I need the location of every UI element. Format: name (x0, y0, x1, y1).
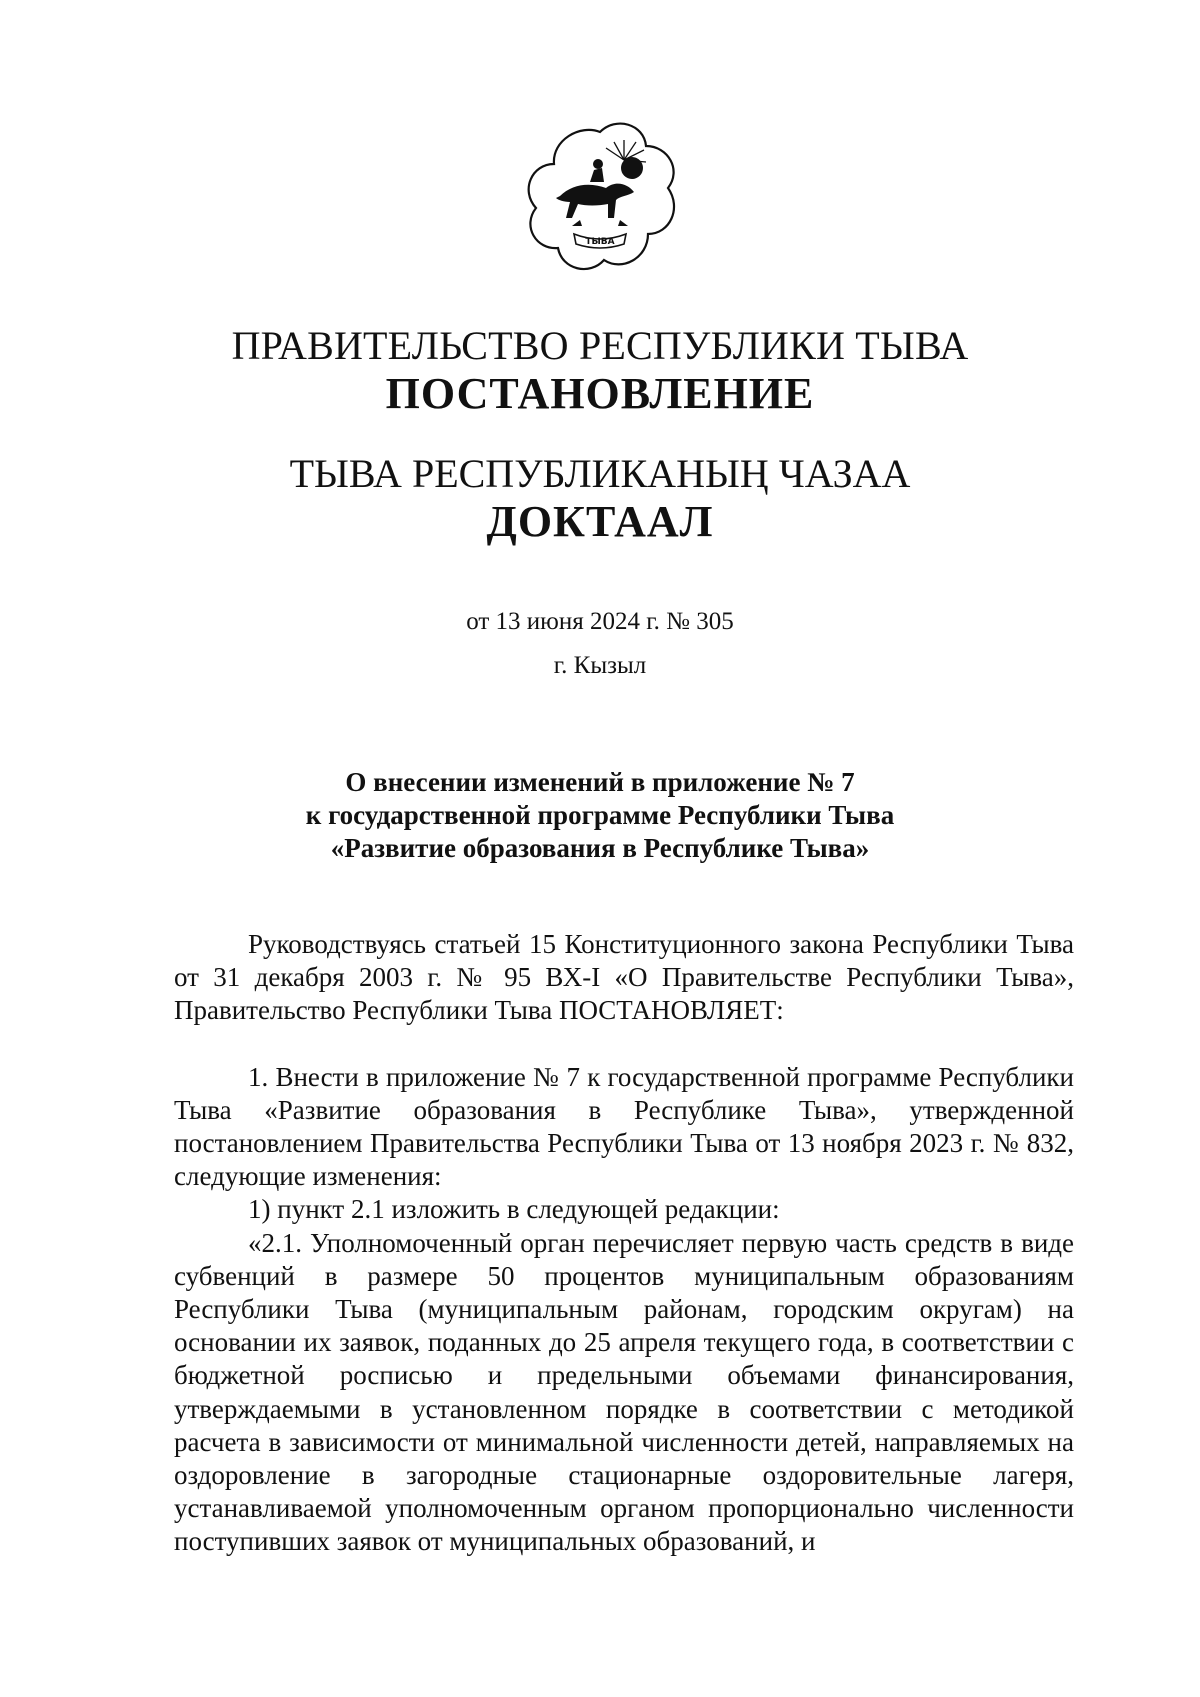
title-line-3: «Развитие образования в Республике Тыва» (330, 833, 870, 863)
act-type-tyv: ДОКТААЛ (486, 497, 714, 546)
act-type-ru: ПОСТАНОВЛЕНИЕ (385, 369, 815, 418)
title-line-1: О внесении изменений в приложение № 7 (345, 767, 855, 797)
clause-1-paragraph: 1. Внести в приложение № 7 к государственной программе Республики Тыва «Развитие образования в Республике Тыва», утвержденной постановлением Правительства Республики Тыва от 13 ноября 2023 г. № 832, следующие изменения: (174, 1061, 1074, 1192)
government-name-tyv: ТЫВА РЕСПУБЛИКАНЫҢ ЧАЗАА (289, 451, 911, 496)
point-2-1-paragraph: «2.1. Уполномоченный орган перечисляет первую часть средств в виде субвенций в размере 50 процентов муниципальным образованиям Республики Тыва (муниципальным районам, городским округам) на основании их заявок, поданных до 25 апреля текущего года, в соответствии с бюджетной росписью и предельными объемами финансирования, утверждаемыми в установленном порядке в соответствии с методикой расчета в зависимости от минимальной численности детей, направляемых на оздоровление в загородные стационарные оздоровительные лагеря, устанавливаемой уполномоченным органом пропорционально численности поступивших заявок от муниципальных образований, и (174, 1227, 1074, 1557)
preamble-paragraph: Руководствуясь статьей 15 Конституционного закона Республики Тыва от 31 декабря 2003 г. № 95 ВХ-I «О Правительстве Республики Тыва», Правительство Республики Тыва ПОСТАНОВЛЯЕТ: (174, 929, 1074, 1026)
document-date-number: от 13 июня 2024 г. № 305 (466, 608, 734, 635)
document-body (174, 928, 1074, 1559)
document-city: г. Кызыл (553, 652, 647, 679)
tuva-coat-of-arms-emblem (520, 118, 680, 278)
government-name-ru: ПРАВИТЕЛЬСТВО РЕСПУБЛИКИ ТЫВА (231, 323, 969, 368)
document-title (0, 766, 1200, 865)
title-line-2: к государственной программе Республики Тыва (305, 800, 895, 830)
subclause-1-paragraph: 1) пункт 2.1 изложить в следующей редакции: (248, 1194, 780, 1225)
svg-text:ТЫВА: ТЫВА (585, 237, 615, 247)
